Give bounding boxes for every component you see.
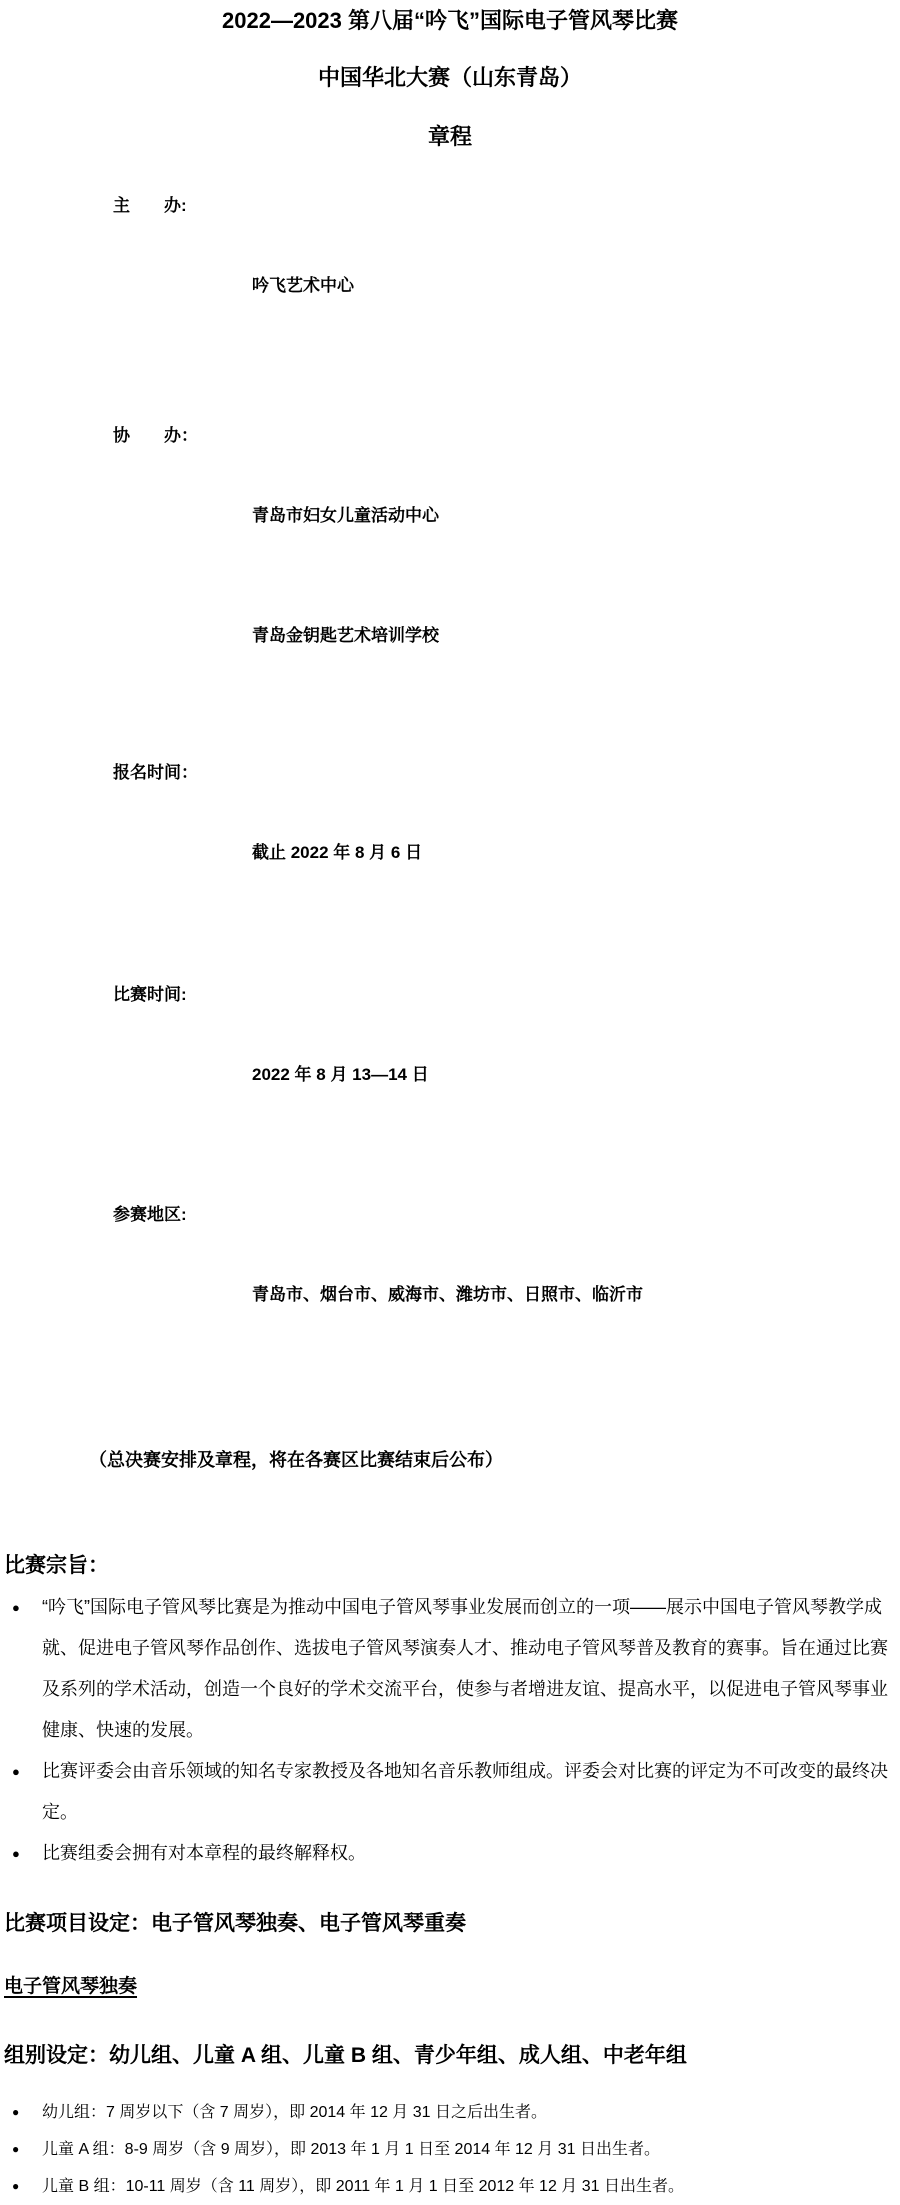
info-value-coorganizer-2: 青岛金钥匙艺术培训学校 (252, 626, 439, 646)
document-title-line1: 2022—2023 第八届“吟飞”国际电子管风琴比赛 (222, 8, 678, 33)
bullet-icon: ● (12, 2178, 20, 2193)
info-value-organizer: 吟飞艺术中心 (252, 276, 354, 296)
group-bullet-text-3: 儿童 B 组：10-11 周岁（含 11 周岁），即 2011 年 1 月 1 日至 2012 年 12 月 31 日出生者。 (42, 2177, 684, 2195)
info-value-regions: 青岛市、烟台市、威海市、潍坊市、日照市、临沂市 (252, 1285, 643, 1305)
info-label-regions: 参赛地区: (113, 1205, 187, 1225)
group-bullet-text-1: 幼儿组：7 周岁以下（含 7 周岁），即 2014 年 12 月 31 日之后出生者。 (42, 2103, 547, 2121)
groups-heading: 组别设定：幼儿组、儿童 A 组、儿童 B 组、青少年组、成人组、中老年组 (4, 2044, 687, 2068)
info-block (113, 186, 896, 1395)
info-row-regions (113, 1195, 896, 1395)
group-bullet-item (4, 2131, 896, 2168)
group-bullet-list (4, 2094, 896, 2205)
info-row-competition-date (113, 975, 896, 1175)
bullet-icon: ● (12, 2104, 20, 2119)
solo-section-heading: 电子管风琴独奏 (4, 1975, 138, 1997)
info-value-coorganizer-1: 青岛市妇女儿童活动中心 (252, 506, 439, 526)
purpose-bullet-text-3: 比赛组委会拥有对本章程的最终解释权。 (42, 1843, 366, 1864)
purpose-bullet-text-2: 比赛评委会由音乐领域的知名专家教授及各地知名音乐教师组成。评委会对比赛的评定为不可改变的最终决定。 (42, 1761, 888, 1823)
bullet-icon: ● (12, 2141, 20, 2156)
info-value-registration-deadline: 截止 2022 年 8 月 6 日 (252, 843, 423, 863)
purpose-heading: 比赛宗旨： (4, 1554, 109, 1578)
document-title-line3: 章程 (427, 123, 472, 149)
info-label-registration-deadline: 报名时间： (113, 763, 198, 783)
purpose-bullet-text-1: “吟飞”国际电子管风琴比赛是为推动中国电子管风琴事业发展而创立的一项——展示中国电子管风琴教学成就、促进电子管风琴作品创作、选拔电子管风琴演奏人才、推动电子管风琴普及教育的赛事。旨在通过比赛及系列的学术活动，创造一个良好的学术交流平台，使参与者增进友谊、提高水平，以促进电子管风琴事业健康、快速的发展。 (42, 1597, 888, 1741)
bullet-icon: ● (12, 1600, 20, 1616)
finals-note: （总决赛安排及章程，将在各赛区比赛结束后公布） (89, 1450, 503, 1471)
group-bullet-item (4, 2168, 896, 2205)
events-heading: 比赛项目设定：电子管风琴独奏、电子管风琴重奏 (4, 1912, 466, 1936)
info-row-organizer (113, 186, 896, 386)
info-row-registration-deadline (113, 753, 896, 953)
info-label-organizer: 主 办: (113, 196, 187, 216)
purpose-bullet-item (4, 1833, 896, 1874)
group-bullet-text-2: 儿童 A 组：8-9 周岁（含 9 周岁），即 2013 年 1 月 1 日至 2014 年 12 月 31 日出生者。 (42, 2140, 660, 2158)
info-value-competition-date: 2022 年 8 月 13—14 日 (252, 1065, 429, 1085)
info-label-competition-date: 比赛时间: (113, 985, 187, 1005)
document-title-line2: 中国华北大赛（山东青岛） (317, 65, 582, 91)
bullet-icon: ● (12, 1764, 20, 1780)
bullet-icon: ● (12, 1846, 20, 1862)
purpose-bullet-item (4, 1751, 896, 1833)
info-label-coorganizer: 协 办： (113, 426, 198, 446)
purpose-bullet-item (4, 1587, 896, 1751)
purpose-bullet-list (4, 1587, 896, 1874)
group-bullet-item (4, 2094, 896, 2131)
info-row-coorganizer (113, 416, 896, 736)
